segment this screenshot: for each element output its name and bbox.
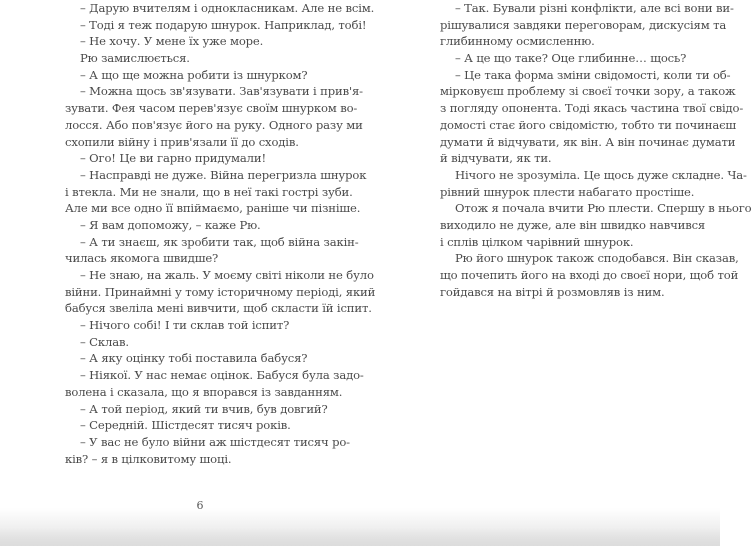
text-line: глибинному осмисленню. — [440, 34, 595, 49]
text-line: бабуся звеліла мені вивчити, щоб скласти їй іспит. — [65, 301, 372, 316]
text-line: Рю його шнурок також сподобався. Він сказав, — [455, 251, 739, 266]
text-line: – А той період, який ти вчив, був довгий? — [80, 401, 328, 416]
text-line: – А яку оцінку тобі поставила бабуся? — [80, 351, 308, 366]
text-line: – Можна щось зв'язувати. Зав'язувати і прив'я- — [80, 84, 363, 99]
text-line: – Так. Бували різні конфлікти, але всі вони ви- — [455, 1, 734, 15]
text-line: і втекла. Ми не знали, що в неї такі гострі зуби. — [65, 184, 353, 199]
text-line: – Це така форма зміни свідомості, коли ти об- — [455, 67, 731, 82]
text-line: Нічого не зрозуміла. Це щось дуже складне. Ча- — [455, 167, 747, 182]
text-line: домості стає його свідомістю, тобто ти починаєш — [440, 117, 737, 132]
text-line: і сплів цілком чарівний шнурок. — [440, 234, 634, 249]
page-number: 6 — [196, 499, 204, 512]
text-line: Але ми все одно її впіймаємо, раніше чи пізніше. — [65, 201, 361, 216]
right-page-text — [440, 0, 751, 300]
text-line: гойдався на вітрі й розмовляв із ним. — [440, 284, 665, 299]
text-line: виходило не дуже, але він швидко навчився — [440, 217, 706, 232]
text-line: лосся. Або пов'язує його на руку. Одного разу ми — [65, 117, 363, 132]
text-line: й відчувати, як ти. — [440, 151, 552, 166]
text-line: – Насправді не дуже. Війна перегризла шнурок — [80, 167, 367, 182]
text-line: з погляду опонента. Тоді якась частина твої свідо- — [440, 101, 744, 116]
text-line: мірковуєш проблему зі своєї точки зору, а також — [440, 84, 736, 99]
text-line: що почепить його на вході до своєї нори, щоб той — [440, 268, 739, 282]
text-line: – А що ще можна робити із шнурком? — [80, 67, 308, 82]
text-line: зувати. Фея часом перев'язує своїм шнурком во- — [65, 101, 358, 116]
text-line: ків? – я в цілковитому шоці. — [65, 451, 232, 466]
text-line: – Склав. — [80, 334, 129, 349]
text-line: рішувалися завдяки переговорам, дискусіям та — [440, 17, 727, 32]
text-line: війни. Принаймні у тому історичному періоді, який — [65, 284, 376, 299]
text-line: схопили війну і прив'язали її до сходів. — [65, 134, 299, 149]
text-line: – Дарую вчителям і однокласникам. Але не всім. — [80, 1, 375, 15]
text-line: – Середній. Шістдесят тисяч років. — [80, 418, 291, 433]
text-line: чилась якомога швидше? — [65, 251, 219, 266]
text-line: Отож я почала вчити Рю плести. Спершу в нього — [455, 201, 751, 216]
text-line: волена і сказала, що я впорався із завданням. — [65, 384, 343, 399]
page-bottom-shadow — [0, 528, 720, 546]
left-page-text — [65, 0, 376, 467]
text-line: Рю замислюється. — [80, 51, 190, 66]
text-line: – У вас не було війни аж шістдесят тисяч ро- — [80, 434, 350, 449]
text-line: – Нічого собі! І ти склав той іспит? — [80, 318, 290, 333]
text-line: – Не знаю, на жаль. У моєму світі ніколи не було — [80, 268, 374, 282]
text-line: – Ніякої. У нас немає оцінок. Бабуся була задо- — [80, 368, 364, 383]
text-line: рівний шнурок плести набагато простіше. — [440, 184, 695, 199]
text-line: – А ти знаєш, як зробити так, щоб війна закін- — [80, 234, 359, 249]
text-line: думати й відчувати, як він. А він починає думати — [440, 134, 736, 149]
text-line: – Ого! Це ви гарно придумали! — [80, 151, 266, 166]
text-line: – Я вам допоможу, – каже Рю. — [80, 217, 261, 232]
text-line: – Не хочу. У мене їх уже море. — [80, 34, 264, 49]
text-line: – А це що таке? Оце глибинне… щось? — [455, 51, 687, 66]
text-line: – Тоді я теж подарую шнурок. Наприклад, тобі! — [80, 17, 367, 32]
